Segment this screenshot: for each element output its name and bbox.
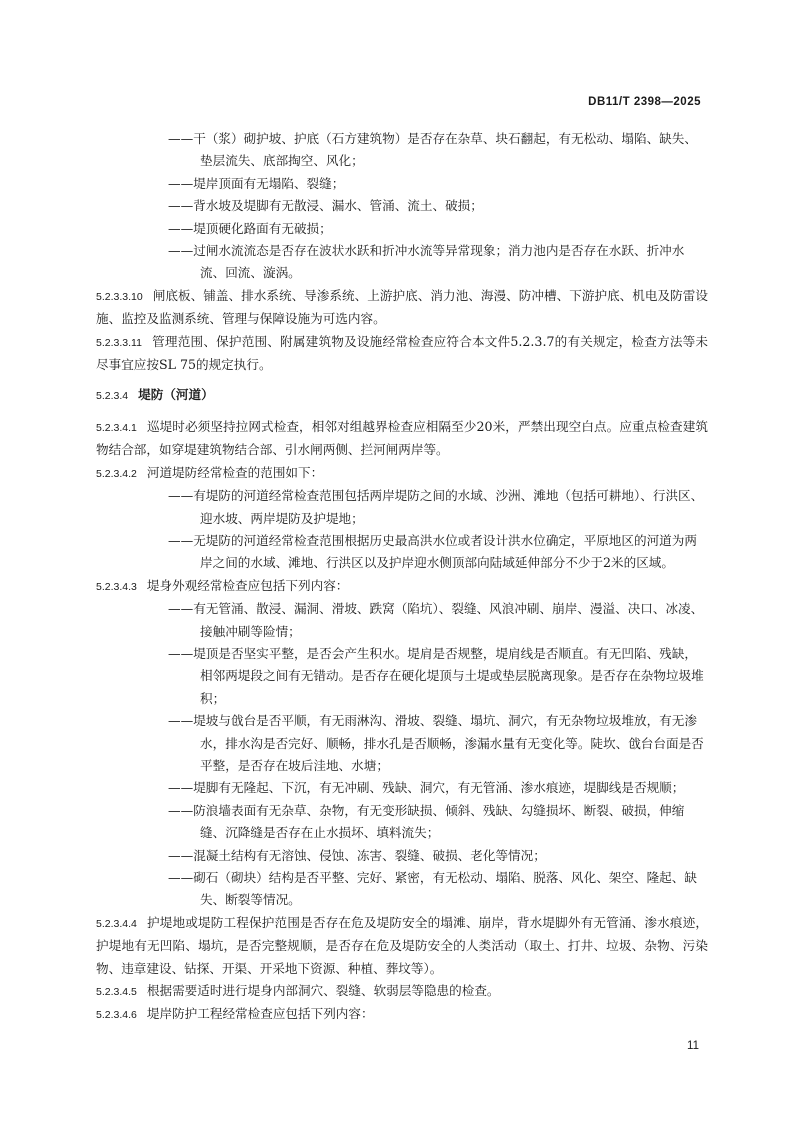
clause-number: 5.2.3.4.2 [96,467,137,480]
section-title: 堤防（河道） [138,388,214,403]
document-body [96,128,708,1027]
clause [96,285,708,331]
clause-text: 河道堤防经常检查的范围如下： [146,464,324,480]
clause [96,1003,708,1026]
list-item: ——堤岸顶面有无塌陷、裂缝； [168,175,345,191]
clause-number: 5.2.3.4.6 [96,1009,137,1022]
list-item: ——混凝土结构有无溶蚀、侵蚀、冻害、裂缝、破损、老化等情况； [168,847,546,863]
page-number: 11 [687,1040,699,1052]
clause-number: 5.2.3.3.11 [96,336,142,349]
clause-number: 5.2.3.4.4 [96,917,137,930]
clause [96,331,708,377]
clause-text: 护堤地或堤防工程保护范围是否存在危及堤防安全的塌滩、崩岸，背水堤脚外有无管涌、渗水痕迹，护堤地有无凹陷、塌坑，是否完整规顺，是否存在危及堤防安全的人类活动（取土、打井、垃圾、杂物、污染物、违章建设、钻探、开渠、开采地下资源、种植、葬坟等）。 [96,914,708,976]
list-item: ——堤顶硬化路面有无破损； [168,220,332,236]
section-heading [96,384,708,407]
clause-text: 根据需要适时进行堤身内部洞穴、裂缝、软弱层等隐患的检查。 [146,983,500,999]
clause-text: 闸底板、铺盖、排水系统、导渗系统、上游护底、消力池、海漫、防冲槽、下游护底、机电及防雷设施、监控及监测系统、管理与保障设施为可选内容。 [96,287,708,327]
list-item: ——干（浆）砌护坡、护底（石方建筑物）是否存在杂草、块石翻起，有无松动、塌陷、缺失、垫层流失、底部掏空、风化； [168,131,697,169]
clause-text: 堤身外观经常检查应包括下列内容： [146,577,349,593]
clause [96,575,708,598]
list-item: ——砌石（砌块）结构是否平整、完好、紧密，有无松动、塌陷、脱落、风化、架空、隆起、缺失、断裂等情况。 [168,870,697,908]
list-item: ——背水坡及堤脚有无散浸、漏水、管涌、流土、破损； [168,198,483,214]
clause-number: 5.2.3.3.10 [96,290,143,303]
list-item: ——堤顶是否坚实平整，是否会产生积水。堤肩是否规整，堤肩线是否顺直。有无凹陷、残缺，相邻两堤段之间有无错动。是否存在硬化堤顶与土堤或垫层脱离现象。是否存在杂物垃圾堆积； [168,645,704,706]
list-item: ——有无管涌、散浸、漏洞、滑坡、跌窝（陷坑）、裂缝、风浪冲刷、崩岸、漫溢、决口、冰凌、接触冲刷等险情； [168,601,704,639]
clause-text: 堤岸防护工程经常检查应包括下列内容： [146,1006,374,1022]
list-item: ——防浪墙表面有无杂草、杂物，有无变形缺损、倾斜、残缺、勾缝损坏、断裂、破损，伸缩缝、沉降缝是否存在止水损坏、填料流失； [168,802,685,841]
clause-number: 5.2.3.4.1 [96,421,137,434]
clause-number: 5.2.3.4.5 [96,986,137,999]
section-number: 5.2.3.4 [96,390,129,403]
clause-number: 5.2.3.4.3 [96,580,137,593]
clause [96,462,708,485]
clause [96,912,708,980]
list-item: ——有堤防的河道经常检查范围包括两岸堤防之间的水域、沙洲、滩地（包括可耕地）、行洪区、迎水坡、两岸堤防及护堤地； [168,488,704,526]
clause [96,980,708,1003]
list-item: ——堤坡与戗台是否平顺，有无雨淋沟、滑坡、裂缝、塌坑、洞穴，有无杂物垃圾堆放，有无渗水，排水沟是否完好、顺畅，排水孔是否顺畅，渗漏水量有无变化等。陡坎、戗台台面是否平整，是否存在坡后洼地、水塘； [168,713,704,773]
list-item: ——无堤防的河道经常检查范围根据历史最高洪水位或者设计洪水位确定，平原地区的河道为两岸之间的水域、滩地、行洪区以及护岸迎水侧顶部向陆域延伸部分不少于2米的区域。 [168,532,697,571]
list-item: ——堤脚有无隆起、下沉，有无冲刷、残缺、洞穴，有无管涌、渗水痕迹，堤脚线是否规顺； [168,780,685,796]
document-id-header: DB11/T 2398—2025 [588,96,701,108]
list-item: ——过闸水流流态是否存在波状水跃和折冲水流等异常现象；消力池内是否存在水跃、折冲水流、回流、漩涡。 [168,243,685,281]
clause-text: 巡堤时必须坚持拉网式检查，相邻对组越界检查应相隔至少20米，严禁出现空白点。应重点检查建筑物结合部，如穿堤建筑物结合部、引水闸两侧、拦河闸两岸等。 [96,418,708,458]
clause-text: 管理范围、保护范围、附属建筑物及设施经常检查应符合本文件5.2.3.7的有关规定，检查方法等未尽事宜应按SL 75的规定执行。 [96,333,708,373]
clause [96,416,708,462]
